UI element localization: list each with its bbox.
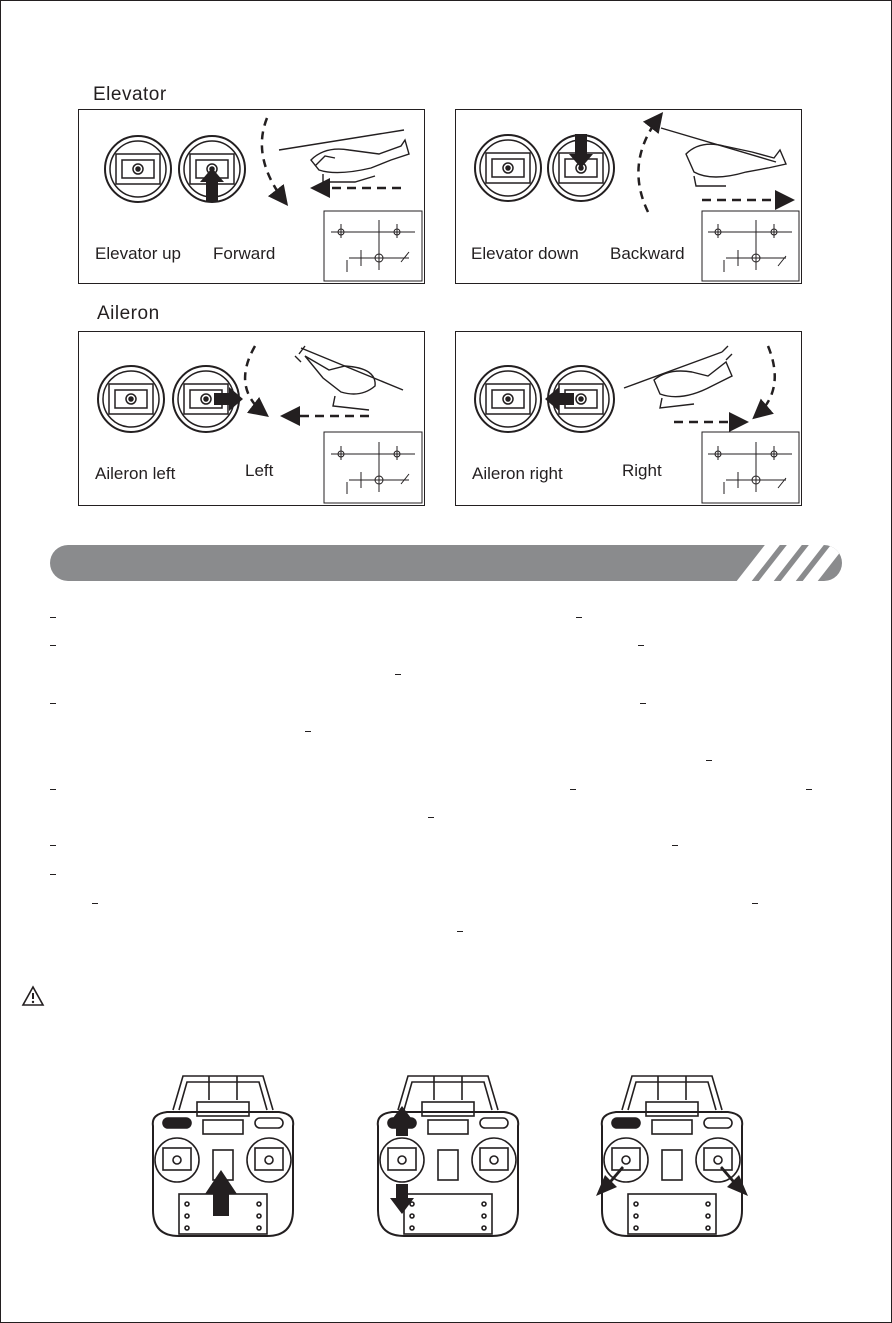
backward-label: Backward — [610, 244, 685, 263]
elevator-down-label: Elevator down — [471, 244, 579, 263]
list-dash — [50, 845, 56, 846]
list-dash — [576, 617, 582, 618]
transmitter-trim-up-icon — [143, 1070, 303, 1240]
elevator-heading: Elevator — [93, 84, 167, 105]
right-label: Right — [622, 461, 662, 480]
list-dash — [570, 789, 576, 790]
aileron-right-panel — [455, 331, 802, 506]
list-dash — [305, 731, 311, 732]
aileron-heading: Aileron — [97, 303, 160, 324]
aileron-right-label: Aileron right — [472, 464, 563, 483]
list-dash — [706, 760, 712, 761]
list-dash — [50, 617, 56, 618]
list-dash — [50, 789, 56, 790]
list-dash — [806, 789, 812, 790]
warning-triangle-icon — [21, 985, 45, 1007]
transmitter-sticks-down-outward-icon — [592, 1070, 752, 1240]
aileron-left-label: Aileron left — [95, 464, 176, 483]
elevator-up-panel — [78, 109, 425, 284]
list-dash — [395, 674, 401, 675]
list-dash — [50, 874, 56, 875]
list-dash — [457, 931, 463, 932]
left-label: Left — [245, 461, 274, 480]
elevator-up-label: Elevator up — [95, 244, 181, 263]
list-dash — [752, 903, 758, 904]
list-dash — [672, 845, 678, 846]
elevator-down-panel — [455, 109, 802, 284]
list-dash — [640, 703, 646, 704]
section-banner — [50, 545, 842, 581]
list-dash — [50, 703, 56, 704]
forward-label: Forward — [213, 244, 276, 263]
list-dash — [428, 817, 434, 818]
list-dash — [638, 645, 644, 646]
aileron-left-panel — [78, 331, 425, 506]
transmitter-left-stick-up-down-icon — [368, 1070, 528, 1240]
list-dash — [92, 903, 98, 904]
list-dash — [50, 645, 56, 646]
